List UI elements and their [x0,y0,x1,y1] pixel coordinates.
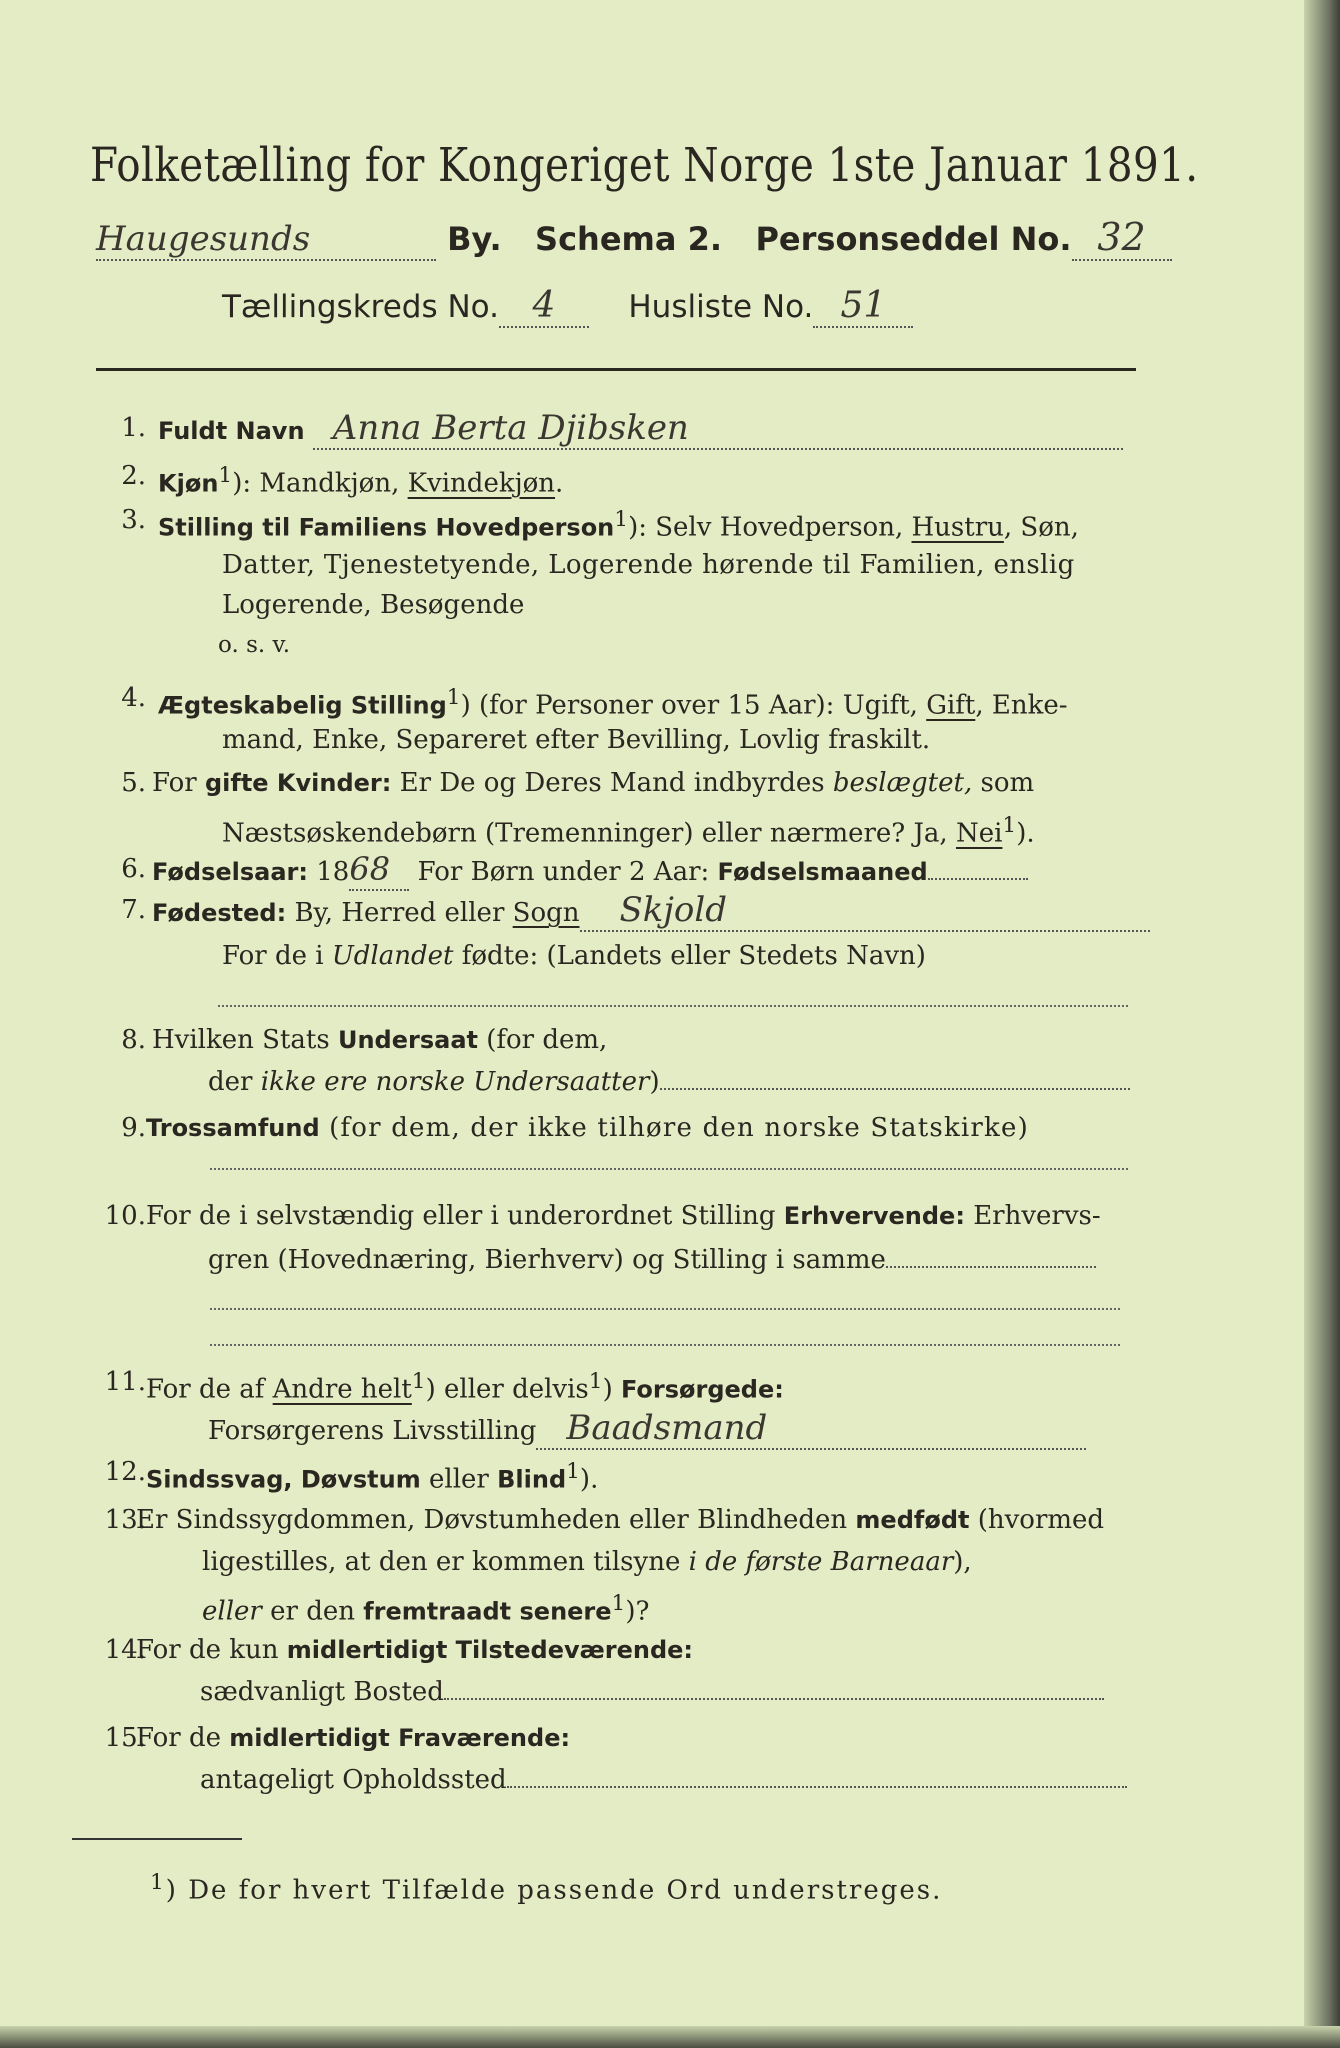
item-5-for: For [152,768,205,798]
kreds-number: 4 [499,285,589,328]
footnote-divider [72,1838,242,1840]
item-13-text-a: Er Sindssygdommen, Døvstumheden eller Blindheden [136,1505,856,1535]
header-divider [96,368,1136,371]
usual-residence-label: sædvanligt Bosted [200,1677,444,1707]
footnote-marker: 1 [150,1870,166,1895]
birthplace-selected-sogn: Sogn [512,898,580,928]
marital-status-text-2: , Enke- [975,690,1068,721]
item-2-number: 2. [121,461,146,491]
supported-label: Forsørgede: [620,1375,784,1404]
related-selected-nei: Nei [955,818,1003,849]
item-13-line-2-a: ligestilles, at den er kommen tilsyne [202,1547,689,1577]
birth-year-prefix: 18 [308,857,350,887]
kreds-label: Tællingskreds No. [222,289,499,325]
family-position-selected-hustru: Hustru [911,512,1004,543]
footnote-ref: 1 [611,1591,626,1616]
congenital-label: medfødt [855,1506,970,1534]
birth-month-label: Fødselsmaaned [717,858,928,886]
item-7-line-2-b: fødte: (Landets eller Stedets Navn) [453,941,926,971]
item-11-text-c: ) [602,1374,621,1405]
religion-label: Trossamfund [146,1114,320,1142]
religion-text: (for dem, der ikke tilhøre den norske Statskirke) [319,1113,1029,1143]
item-4-line-2: mand, Enke, Separeret efter Bevilling, Lovlig fraskilt. [222,725,931,755]
occupation-field-2 [210,1308,1120,1310]
item-13-line-3-a: er den [261,1596,364,1627]
personseddel-label: Personseddel No. [755,220,1072,258]
item-12-number: 12. [104,1457,146,1487]
husliste-number: 51 [813,285,913,328]
item-13-line-2-italic: i de første Barneaar [688,1547,954,1577]
item-13-line-3-b: )? [625,1596,650,1627]
footnote-ref: 1 [614,507,629,532]
item-5-italic: beslægtet, [832,768,973,798]
family-position-text-1: ): Selv Hovedperson, [628,512,912,543]
item-6-number: 6. [121,854,146,884]
item-3-number: 3. [121,505,146,535]
item-5-text-2: som [972,768,1035,798]
usual-residence-field [444,1698,1104,1700]
item-10-text-b: Erhvervs- [964,1201,1101,1231]
birth-year-label: Fødselsaar: [152,858,308,886]
item-15-line-2 [200,1760,1127,1800]
sex-options-text: ): Mandkjøn, [232,468,408,499]
item-3-line-4: o. s. v. [218,632,291,658]
item-13-line-3-italic: eller [202,1596,262,1627]
sex-label: Kjøn [158,469,219,498]
item-7-line-2-a: For de i [222,941,332,971]
marital-status-selected-gift: Gift [926,690,976,721]
item-8-line-2-italic: ikke ere norske Undersaatter [260,1067,650,1097]
item-12-text-a: eller [420,1464,498,1495]
full-name-label: Fuldt Navn [158,417,305,445]
item-7-line-2 [222,936,926,976]
page-edge-bottom [0,2026,1340,2048]
married-women-label: gifte Kvinder: [204,769,392,797]
item-7-number: 7. [121,895,146,925]
header-line-1 [96,215,1172,261]
item-12-text-b: ). [579,1464,599,1495]
by-label: By. [447,220,502,258]
temporary-absent-label: midlertidigt Fraværende: [229,1724,571,1752]
item-5-number: 5. [121,768,146,798]
item-4-number: 4. [121,683,146,713]
citizenship-field [660,1088,1130,1090]
birthplace-label: Fødested: [152,899,287,927]
item-15-text-a: For de [136,1723,230,1753]
item-3-line-2: Datter, Tjenestetyende, Logerende hørende til Familien, enslig [222,550,1075,580]
item-10-line-2 [208,1240,1096,1280]
footnote-ref: 1 [566,1459,580,1484]
item-7-line-2-italic: Udlandet [331,941,454,971]
footnote-ref: 1 [1002,813,1017,838]
item-5-text-1: Er De og Deres Mand indbyrdes [391,768,833,798]
page-edge-right [1304,0,1340,2048]
item-15-number: 15. [104,1723,146,1753]
item-10-number: 10. [104,1201,146,1231]
item-13-text-b: (hvormed [969,1505,1105,1535]
family-position-text-2: , Søn, [1003,512,1079,543]
marital-status-label: Ægteskabelig Stilling [158,691,447,720]
footnote-ref: 1 [446,685,461,710]
supported-selected-andre-helt: Andre helt [272,1374,412,1405]
form-title: Folketælling for Kongeriget Norge 1ste Januar 1891. [90,138,1199,193]
footnote [150,1870,942,1906]
item-5-line-2 [222,806,1035,854]
birthplace-options: By, Herred eller [286,898,513,928]
item-8-text-b: (for dem, [477,1025,608,1055]
husliste-label: Husliste No. [628,289,814,325]
item-13-line-2 [202,1542,972,1582]
occupation-field-1 [886,1266,1096,1268]
item-11-line-2 [208,1408,1086,1451]
item-13-number: 13. [104,1505,146,1535]
item-13-line-2-b: ), [953,1547,972,1577]
item-13-line-3 [202,1584,649,1632]
birth-month-field [928,878,1028,880]
disability-label: Sindssvag, Døvstum [146,1465,421,1494]
item-8-number: 8. [121,1025,146,1055]
occupation-label: Erhvervende: [783,1202,965,1230]
provider-occupation-answer: Baadsmand [536,1408,1086,1450]
probable-location-label: antageligt Opholdssted [200,1765,507,1795]
item-11-number: 11. [104,1367,146,1397]
birth-year-answer: 68 [349,849,409,891]
item-10-line-2-text: gren (Hovednæring, Bierhverv) og Stilling i samme [208,1245,886,1275]
town-name-handwritten: Haugesunds [96,219,436,261]
sex-period: . [555,468,564,499]
occupation-field-3 [210,1344,1120,1346]
item-3-line-3: Logerende, Besøgende [222,590,525,620]
footnote-text: ) De for hvert Tilfælde passende Ord understreges. [165,1875,943,1906]
schema-label: Schema 2. [535,220,723,258]
item-10-text-a: For de i selvstændig eller i underordnet Stilling [146,1201,784,1231]
item-14-line-2 [200,1672,1104,1712]
item-14-text-a: For de kun [136,1635,287,1665]
item-9-number: 9. [121,1113,146,1143]
citizenship-label: Undersaat [337,1026,478,1054]
family-position-label: Stilling til Familiens Hovedperson [158,513,615,542]
footnote-ref: 1 [218,463,233,488]
provider-occupation-label: Forsørgerens Livsstilling [208,1416,537,1446]
birth-month-intro: For Børn under 2 Aar: [409,857,718,887]
marital-status-text-1: ) (for Personer over 15 Aar): Ugift, [460,690,927,721]
item-11-text-a: For de af [146,1374,273,1405]
temporary-present-label: midlertidigt Tilstedeværende: [286,1636,694,1664]
header-line-2 [222,285,913,328]
probable-location-field [507,1786,1127,1788]
item-11-text-b: ) eller delvis [425,1374,589,1405]
item-8-text-a: Hvilken Stats [152,1025,338,1055]
foreign-birthplace-field [218,1005,1128,1007]
footnote-ref: 1 [588,1369,603,1394]
item-1-number: 1. [121,413,146,443]
sex-selected-kvindekjon: Kvindekjøn [407,468,556,499]
personseddel-number: 32 [1072,215,1172,261]
footnote-ref: 1 [411,1369,426,1394]
birthplace-answer: Skjold [580,890,1150,932]
item-8-line-2-a: der [208,1067,261,1097]
later-onset-label: fremtraadt senere [363,1597,612,1626]
item-5-line-2-text: Næstsøskendebørn (Tremenninger) eller nærmere? Ja, [222,818,956,849]
item-8-line-2 [208,1062,1130,1102]
item-5-line-2-end: ). [1016,818,1035,849]
item-8-line-2-b: ) [649,1067,660,1097]
item-14-number: 14. [104,1635,146,1665]
religion-field [210,1168,1128,1170]
blind-label: Blind [497,1465,567,1494]
full-name-answer: Anna Berta Djibsken [313,408,1123,450]
